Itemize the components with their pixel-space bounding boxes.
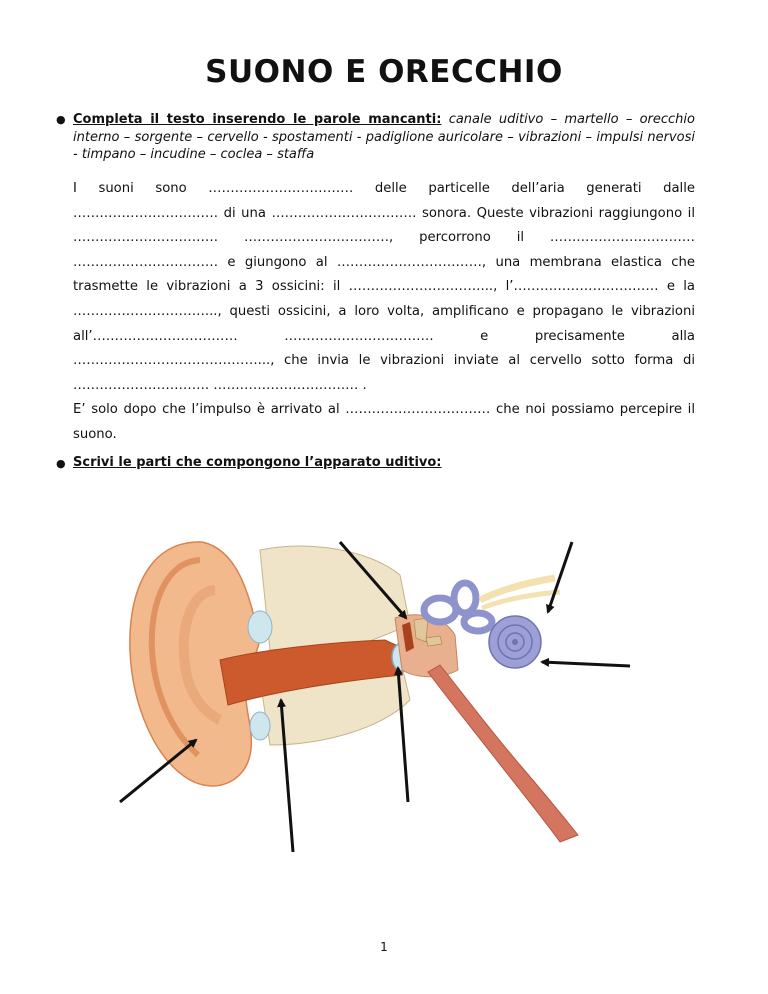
stapes	[426, 636, 442, 646]
fill-paragraph-2: E’ solo dopo che l’impulso è arrivato al …………………………… che noi possiamo percepire il suono.	[73, 402, 695, 442]
semicircular-canal	[454, 583, 476, 613]
fill-in-text	[73, 177, 695, 448]
ear-anatomy-diagram	[110, 530, 650, 870]
semicircular-canal	[464, 613, 492, 631]
exercise-1-instructions	[73, 111, 695, 164]
exercise-1-heading: Completa il testo inserendo le parole mancanti:	[73, 112, 442, 127]
exercise-2-heading: Scrivi le parti che compongono l’apparato uditivo:	[73, 455, 442, 470]
page-title: SUONO E ORECCHIO	[205, 54, 563, 90]
fill-paragraph-1: I suoni sono …………………………… delle particelle dell’aria generati dalle …………………………… di una …………………………… sonora. Queste vibrazioni raggiungono il …………………………… ……………………………, percorrono il …………………………… …………………………… e giungono al ……………………………, una membrana elastica che trasmette le vibrazioni a 3 ossicini: il …………………………..., l’…………………………… e la …………………………..., questi ossicini, a loro volta, amplificano e propagano le vibrazioni all’…………………………… ……………………………. e precisamente alla ……………………………………..., che invia le vibrazioni inviate al cervello sotto forma di …………………………. …………………………… .	[73, 181, 695, 393]
arrow	[542, 662, 630, 666]
bullet-icon: ●	[56, 457, 66, 470]
word-bank: canale uditivo – martello – orecchio interno – sorgente – cervello - spostamenti - padiglione auricolare – vibrazioni – impulsi nervosi - timpano – incudine – coclea – staffa	[73, 112, 695, 162]
page-number: 1	[380, 940, 388, 954]
eustachian-tube	[428, 665, 578, 842]
bullet-icon: ●	[56, 113, 66, 126]
